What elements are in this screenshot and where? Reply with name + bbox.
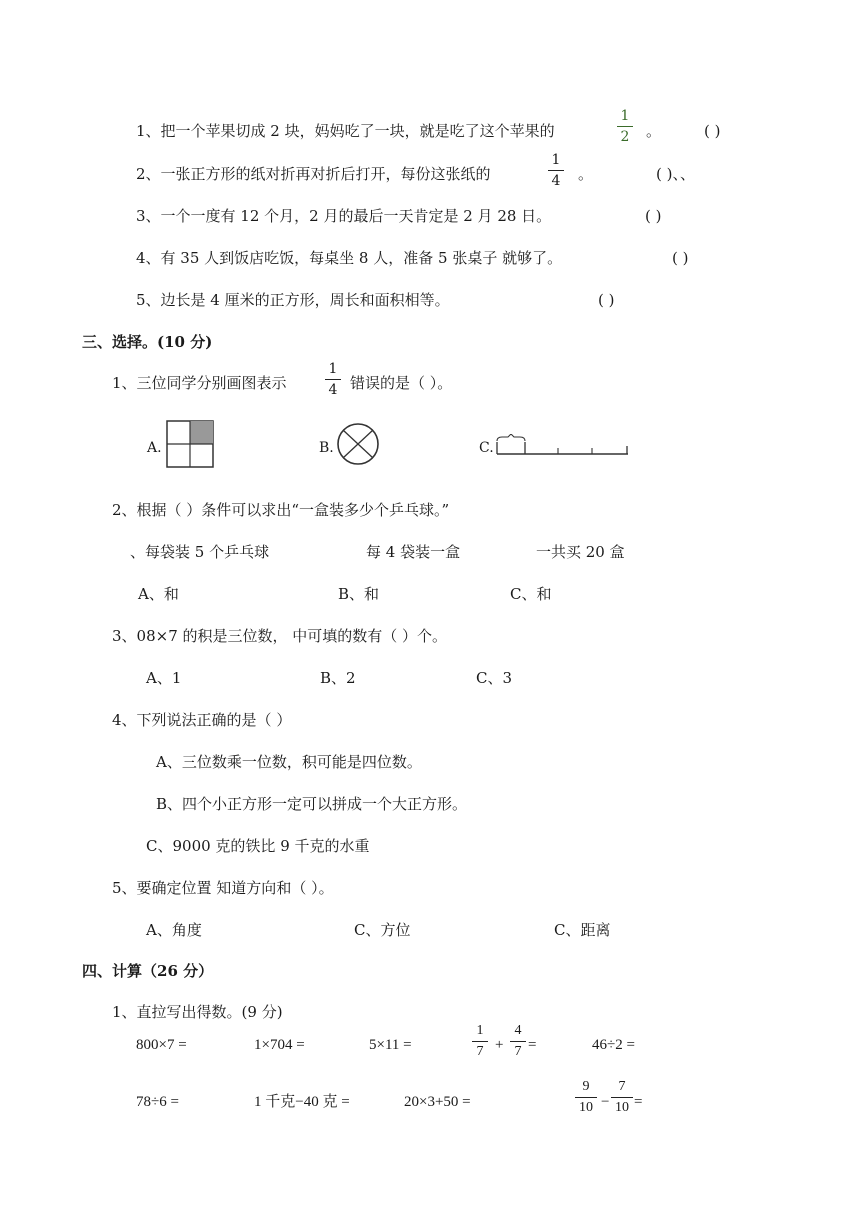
judge-item-4: 4、有 35 人到饭店吃饭，每桌坐 8 人，准备 5 张桌子 就够了。	[136, 249, 563, 267]
numerator: 1	[551, 152, 561, 168]
judge-item-3: 3、一个一度有 12 个月，2 月的最后一天肯定是 2 月 28 日。	[136, 207, 552, 225]
section-4-title: 四、计算（26 分）	[82, 962, 214, 980]
calc-kg-g[interactable]: 1 千克−40 克 =	[254, 1094, 350, 1110]
numerator: 1	[328, 361, 338, 377]
fraction-7-10	[609, 1079, 635, 1116]
s3-q5-opt-a[interactable]: A、角度	[146, 921, 202, 939]
calc-20x3plus50[interactable]: 20×3+50 =	[404, 1094, 471, 1110]
fraction-9-10	[573, 1079, 599, 1116]
judge-item-1-answer[interactable]: ( )	[704, 122, 721, 140]
equals-sign[interactable]: =	[528, 1037, 537, 1053]
numerator: 7	[618, 1079, 626, 1094]
denominator: 4	[551, 173, 561, 189]
s3-q5-opt-c[interactable]: C、距离	[554, 921, 611, 939]
numerator: 1	[620, 108, 630, 124]
plus-sign: +	[495, 1037, 504, 1053]
fraction-1-2	[614, 108, 636, 145]
figure-a-label: A.	[147, 440, 162, 456]
s3-q3-opt-b[interactable]: B、2	[320, 669, 356, 687]
denominator: 10	[579, 1100, 593, 1115]
fraction-4-7	[507, 1023, 529, 1060]
s3-q5: 5、要确定位置 知道方向和（ ）。	[112, 879, 334, 897]
judge-item-1-tail: 。	[646, 122, 662, 140]
s3-q2-cond-1: 、每袋装 5 个乒乓球	[130, 543, 270, 561]
figure-b-circle-icon	[336, 422, 380, 466]
figure-b-label: B.	[319, 440, 334, 456]
denominator: 2	[620, 129, 630, 145]
judge-item-4-answer[interactable]: ( )	[672, 249, 689, 267]
section-3-title: 三、选择。(10 分)	[82, 333, 213, 351]
judge-item-2-tail: 。	[578, 165, 594, 183]
judge-item-2: 2、一张正方形的纸对折再对折后打开，每份这张纸的	[136, 165, 491, 183]
s3-q3: 3、08×7 的积是三位数， 中可填的数有（ ）个。	[112, 627, 448, 645]
fraction-1-4	[545, 152, 567, 189]
s3-q2-opt-c[interactable]: C、和	[510, 585, 552, 603]
numerator: 1	[476, 1023, 484, 1038]
figure-c-label: C.	[479, 440, 494, 456]
denominator: 7	[514, 1044, 522, 1059]
denominator: 7	[476, 1044, 484, 1059]
s3-q1: 1、三位同学分别画图表示	[112, 374, 287, 392]
judge-item-5: 5、边长是 4 厘米的正方形，周长和面积相等。	[136, 291, 450, 309]
judge-item-2-answer[interactable]: ( )、、	[656, 165, 695, 183]
s4-q1: 1、直拉写出得数。(9 分)	[112, 1003, 283, 1021]
calc-46div2[interactable]: 46÷2 =	[592, 1037, 635, 1053]
s3-q4: 4、下列说法正确的是（ ）	[112, 711, 292, 729]
denominator: 4	[328, 382, 338, 398]
fraction-1-7	[469, 1023, 491, 1060]
numerator: 9	[582, 1079, 590, 1094]
numerator: 4	[514, 1023, 522, 1038]
s3-q3-opt-c[interactable]: C、3	[476, 669, 513, 687]
s3-q2: 2、根据（ ）条件可以求出“一盒装多少个乒乓球。”	[112, 501, 450, 519]
calc-800x7[interactable]: 800×7 =	[136, 1037, 187, 1053]
s3-q1-post: 错误的是（ ）。	[350, 374, 453, 392]
calc-5x11[interactable]: 5×11 =	[369, 1037, 412, 1053]
s3-q4-opt-c[interactable]: C、9000 克的铁比 9 千克的水重	[146, 837, 370, 855]
equals-sign-2[interactable]: =	[634, 1094, 643, 1110]
s3-q3-opt-a[interactable]: A、1	[146, 669, 182, 687]
denominator: 10	[615, 1100, 629, 1115]
judge-item-3-answer[interactable]: ( )	[645, 207, 662, 225]
fraction-1-4-q1	[322, 361, 344, 398]
judge-item-1: 1、把一个苹果切成 2 块，妈妈吃了一块，就是吃了这个苹果的	[136, 122, 555, 140]
calc-1x704[interactable]: 1×704 =	[254, 1037, 305, 1053]
judge-item-5-answer[interactable]: ( )	[598, 291, 615, 309]
s3-q2-cond-3: 一共买 20 盒	[536, 543, 625, 561]
s3-q4-opt-b[interactable]: B、四个小正方形一定可以拼成一个大正方形。	[156, 795, 468, 813]
figure-a-square-icon	[166, 420, 214, 468]
s3-q5-opt-b[interactable]: C、方位	[354, 921, 411, 939]
figure-c-segment-icon	[494, 434, 630, 460]
s3-q2-cond-2: 每 4 袋装一盒	[366, 543, 461, 561]
s3-q2-opt-a[interactable]: A、和	[138, 585, 179, 603]
s3-q4-opt-a[interactable]: A、三位数乘一位数，积可能是四位数。	[156, 753, 422, 771]
minus-sign: −	[601, 1094, 610, 1110]
s3-q2-opt-b[interactable]: B、和	[338, 585, 380, 603]
calc-78div6[interactable]: 78÷6 =	[136, 1094, 179, 1110]
